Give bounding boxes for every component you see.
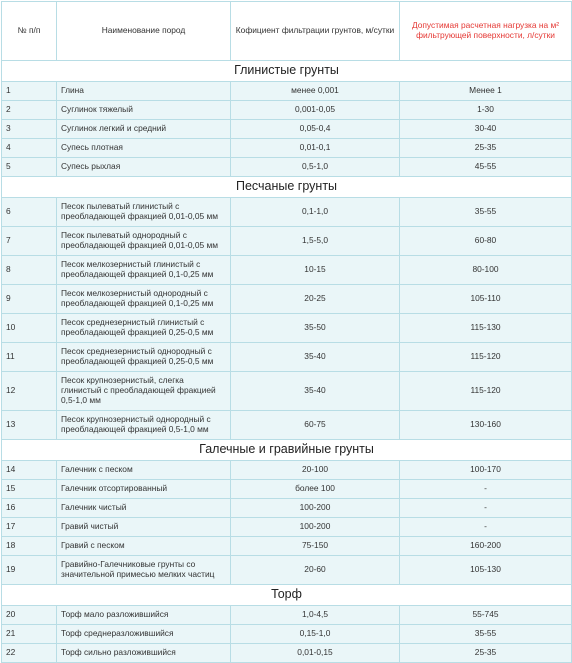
group-header-row (2, 585, 572, 606)
cell-load: 55-745 (400, 606, 572, 625)
cell-name: Песок пылеватый глинистый с преобладающей фракцией 0,01-0,05 мм (57, 198, 231, 227)
cell-coef: 1,5-5,0 (231, 227, 400, 256)
table-row (2, 480, 572, 499)
cell-load: 80-100 (400, 256, 572, 285)
cell-num: 2 (2, 101, 57, 120)
cell-num: 7 (2, 227, 57, 256)
cell-load: 160-200 (400, 537, 572, 556)
cell-num: 18 (2, 537, 57, 556)
header-coef: Кофициент фильтрации грунтов, м/сутки (231, 2, 400, 61)
cell-coef: 60-75 (231, 411, 400, 440)
group-header-row (2, 61, 572, 82)
table-row (2, 256, 572, 285)
cell-coef: 10-15 (231, 256, 400, 285)
soil-filtration-table (1, 1, 572, 663)
cell-name: Супесь рыхлая (57, 158, 231, 177)
cell-load: 35-55 (400, 198, 572, 227)
cell-name: Песок пылеватый однородный с преобладающей фракцией 0,01-0,05 мм (57, 227, 231, 256)
cell-load: 25-35 (400, 139, 572, 158)
cell-coef: 100-200 (231, 518, 400, 537)
cell-coef: 20-60 (231, 556, 400, 585)
table-row (2, 372, 572, 411)
table-row (2, 82, 572, 101)
cell-name: Глина (57, 82, 231, 101)
table-row (2, 556, 572, 585)
table-row (2, 518, 572, 537)
cell-load: 60-80 (400, 227, 572, 256)
cell-load: 115-130 (400, 314, 572, 343)
cell-num: 19 (2, 556, 57, 585)
cell-num: 17 (2, 518, 57, 537)
table-row (2, 101, 572, 120)
cell-load: - (400, 499, 572, 518)
cell-name: Песок среднезернистый глинистый с преобладающей фракцией 0,25-0,5 мм (57, 314, 231, 343)
table-row (2, 285, 572, 314)
cell-name: Гравий с песком (57, 537, 231, 556)
cell-name: Песок крупнозернистый, слегка глинистый с преобладающей фракцией 0,5-1,0 мм (57, 372, 231, 411)
cell-name: Галечник чистый (57, 499, 231, 518)
cell-name: Галечник отсортированный (57, 480, 231, 499)
cell-num: 11 (2, 343, 57, 372)
cell-coef: 100-200 (231, 499, 400, 518)
header-num: № п/п (2, 2, 57, 61)
cell-coef: 1,0-4,5 (231, 606, 400, 625)
cell-load: 35-55 (400, 625, 572, 644)
cell-num: 4 (2, 139, 57, 158)
cell-num: 3 (2, 120, 57, 139)
table-row (2, 537, 572, 556)
cell-load: 115-120 (400, 372, 572, 411)
cell-coef: 35-40 (231, 343, 400, 372)
cell-load: 25-35 (400, 644, 572, 663)
cell-num: 12 (2, 372, 57, 411)
cell-num: 16 (2, 499, 57, 518)
group-title: Торф (2, 585, 572, 606)
cell-load: - (400, 480, 572, 499)
cell-coef: 0,05-0,4 (231, 120, 400, 139)
cell-name: Песок крупнозернистый однородный с преобладающей фракцией 0,5-1,0 мм (57, 411, 231, 440)
table-row (2, 411, 572, 440)
cell-coef: более 100 (231, 480, 400, 499)
header-load: Допустимая расчетная нагрузка на м² фильтрующей поверхности, л/сутки (400, 2, 572, 61)
table-row (2, 314, 572, 343)
cell-num: 21 (2, 625, 57, 644)
cell-num: 8 (2, 256, 57, 285)
table-row (2, 625, 572, 644)
table-row (2, 343, 572, 372)
cell-coef: 0,5-1,0 (231, 158, 400, 177)
table-row (2, 227, 572, 256)
table-row (2, 499, 572, 518)
cell-num: 10 (2, 314, 57, 343)
cell-load: 130-160 (400, 411, 572, 440)
header-name: Наименование пород (57, 2, 231, 61)
cell-name: Торф сильно разложившийся (57, 644, 231, 663)
cell-coef: 0,1-1,0 (231, 198, 400, 227)
cell-coef: 0,15-1,0 (231, 625, 400, 644)
table-header (2, 2, 572, 61)
cell-num: 20 (2, 606, 57, 625)
cell-coef: 20-25 (231, 285, 400, 314)
cell-num: 1 (2, 82, 57, 101)
cell-num: 5 (2, 158, 57, 177)
cell-name: Песок среднезернистый однородный с преобладающей фракцией 0,25-0,5 мм (57, 343, 231, 372)
cell-num: 6 (2, 198, 57, 227)
cell-load: 45-55 (400, 158, 572, 177)
cell-coef: 35-50 (231, 314, 400, 343)
cell-name: Гравийно-Галечниковые грунты со значительной примесью мелких частиц (57, 556, 231, 585)
cell-name: Торф среднеразложившийся (57, 625, 231, 644)
cell-coef: 20-100 (231, 461, 400, 480)
cell-load: Менее 1 (400, 82, 572, 101)
table-row (2, 644, 572, 663)
cell-load: 30-40 (400, 120, 572, 139)
group-header-row (2, 177, 572, 198)
group-title: Галечные и гравийные грунты (2, 440, 572, 461)
cell-name: Песок мелкозернистый глинистый с преобладающей фракцией 0,1-0,25 мм (57, 256, 231, 285)
cell-load: 105-110 (400, 285, 572, 314)
cell-coef: 75-150 (231, 537, 400, 556)
table-body (2, 61, 572, 663)
cell-name: Гравий чистый (57, 518, 231, 537)
cell-coef: менее 0,001 (231, 82, 400, 101)
table-row (2, 198, 572, 227)
table-row (2, 120, 572, 139)
cell-name: Песок мелкозернистый однородный с преобладающей фракцией 0,1-0,25 мм (57, 285, 231, 314)
table-row (2, 461, 572, 480)
cell-coef: 0,01-0,15 (231, 644, 400, 663)
cell-load: 1-30 (400, 101, 572, 120)
cell-num: 15 (2, 480, 57, 499)
cell-load: 100-170 (400, 461, 572, 480)
cell-name: Суглинок тяжелый (57, 101, 231, 120)
cell-num: 9 (2, 285, 57, 314)
table-row (2, 158, 572, 177)
cell-coef: 0,01-0,1 (231, 139, 400, 158)
group-title: Песчаные грунты (2, 177, 572, 198)
cell-num: 14 (2, 461, 57, 480)
group-title: Глинистые грунты (2, 61, 572, 82)
cell-name: Супесь плотная (57, 139, 231, 158)
cell-name: Суглинок легкий и средний (57, 120, 231, 139)
cell-name: Торф мало разложившийся (57, 606, 231, 625)
header-row (2, 2, 572, 61)
cell-coef: 35-40 (231, 372, 400, 411)
table-row (2, 139, 572, 158)
cell-load: 105-130 (400, 556, 572, 585)
cell-load: 115-120 (400, 343, 572, 372)
cell-load: - (400, 518, 572, 537)
group-header-row (2, 440, 572, 461)
cell-num: 13 (2, 411, 57, 440)
table-row (2, 606, 572, 625)
cell-coef: 0,001-0,05 (231, 101, 400, 120)
cell-num: 22 (2, 644, 57, 663)
cell-name: Галечник с песком (57, 461, 231, 480)
